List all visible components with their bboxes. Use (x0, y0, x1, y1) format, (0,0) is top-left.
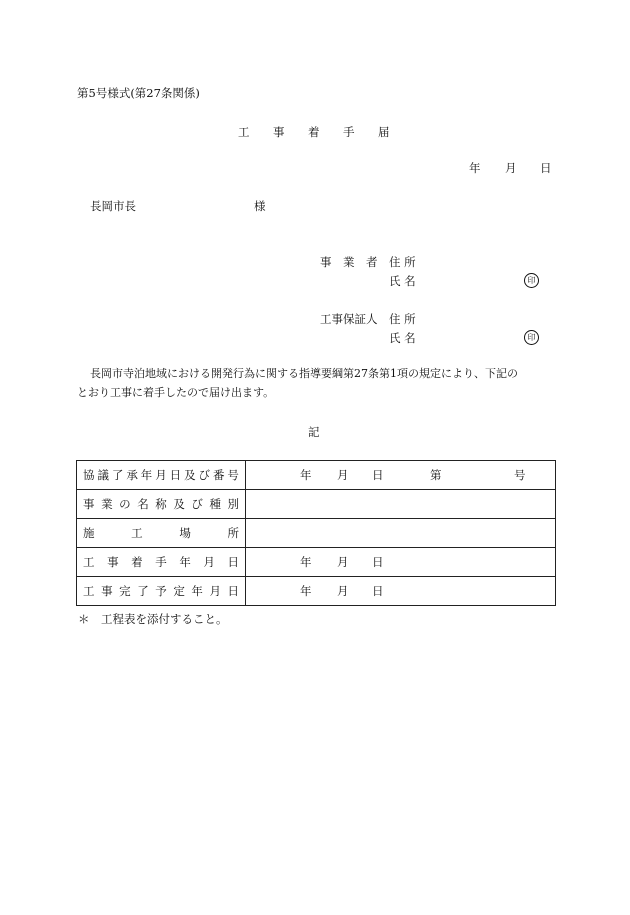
day-char: 日 (372, 584, 384, 598)
title-char: 工 (238, 125, 250, 139)
label-char: 工 (83, 555, 95, 569)
footnote-mark: ＊ (78, 612, 90, 626)
ki-heading: 記 (308, 425, 320, 439)
start-date-value-cell[interactable] (246, 548, 556, 577)
label-char: 及 (173, 497, 185, 511)
label-char: 完 (119, 584, 131, 598)
label-char: 別 (227, 497, 239, 511)
label-char: 所 (227, 526, 239, 540)
dai-char: 第 (430, 468, 442, 482)
table-row (77, 461, 556, 490)
row-label-agreement (77, 461, 246, 490)
agreement-value-cell[interactable] (246, 461, 556, 490)
label-char: 名 (137, 497, 149, 511)
form-number: 第5号様式(第27条関係) (77, 86, 200, 100)
table-row (77, 519, 556, 548)
business-operator-name-label: 氏 名 (389, 274, 416, 288)
row-label-start-date (77, 548, 246, 577)
label-char: 協 (83, 468, 95, 482)
label-char: 日 (227, 584, 239, 598)
construction-site-value-cell[interactable] (246, 519, 556, 548)
day-char: 日 (372, 555, 384, 569)
row-label-construction-site (77, 519, 246, 548)
label-char: 承 (126, 468, 138, 482)
label-char: 日 (169, 468, 182, 482)
row-label-business-name (77, 490, 246, 519)
month-char: 月 (337, 584, 349, 598)
date-day: 日 (540, 161, 552, 175)
label-char: 着 (131, 555, 143, 569)
year-char: 年 (300, 555, 312, 569)
date-month: 月 (505, 161, 517, 175)
label-char: 了 (137, 584, 149, 598)
guarantor-name-label: 氏 名 (389, 331, 416, 345)
label-char: 番 (212, 468, 225, 482)
title-char: 届 (378, 125, 390, 139)
label-char: 場 (179, 526, 191, 540)
label-char: 事 (107, 555, 119, 569)
label-char: 手 (155, 555, 167, 569)
label-char: 種 (209, 497, 221, 511)
month-char: 月 (337, 555, 349, 569)
guarantor-label: 工事保証人 (320, 312, 378, 326)
label-char: び (198, 468, 210, 482)
label-char: 業 (101, 497, 113, 511)
info-table (76, 460, 556, 606)
guarantor-address-label: 住 所 (389, 312, 416, 326)
table-row (77, 490, 556, 519)
month-char: 月 (337, 468, 349, 482)
label-char: 及 (184, 468, 196, 482)
table-row (77, 577, 556, 606)
label-char: 工 (83, 584, 95, 598)
label-char: 月 (155, 468, 167, 482)
label-char: 年 (140, 468, 153, 482)
label-char: 議 (97, 468, 109, 482)
go-char: 号 (514, 468, 526, 482)
label-char: 事 (320, 255, 332, 269)
completion-date-value-cell[interactable] (246, 577, 556, 606)
title-char: 事 (273, 125, 285, 139)
label-char: 号 (227, 468, 239, 482)
label-char: び (191, 497, 203, 511)
label-char: の (119, 497, 131, 511)
label-char: 月 (209, 584, 221, 598)
date-year: 年 (469, 161, 481, 175)
seal-icon: 印 (524, 273, 539, 288)
title-char: 着 (308, 125, 320, 139)
seal-icon: 印 (524, 330, 539, 345)
label-char: 称 (155, 497, 167, 511)
label-char: 事 (101, 584, 113, 598)
body-text-line2: とおり工事に着手したので届け出ます。 (77, 386, 275, 399)
day-char: 日 (372, 468, 384, 482)
label-char: 定 (173, 584, 185, 598)
year-char: 年 (300, 468, 312, 482)
year-char: 年 (300, 584, 312, 598)
label-char: 工 (131, 526, 143, 540)
label-char: 年 (179, 555, 191, 569)
business-name-value-cell[interactable] (246, 490, 556, 519)
row-label-completion-date (77, 577, 246, 606)
title-char: 手 (343, 125, 355, 139)
footnote-text: 工程表を添付すること。 (101, 612, 228, 626)
label-char: 業 (343, 255, 355, 269)
label-char: 了 (111, 468, 124, 482)
label-char: 予 (155, 584, 167, 598)
label-char: 月 (203, 555, 215, 569)
table-row (77, 548, 556, 577)
label-char: 施 (83, 526, 95, 540)
addressee-honorific: 様 (254, 199, 266, 213)
label-char: 日 (227, 555, 239, 569)
label-char: 年 (191, 584, 203, 598)
label-char: 者 (366, 255, 378, 269)
body-text-line1: 長岡市寺泊地域における開発行為に関する指導要綱第27条第1項の規定により、下記の (90, 367, 518, 380)
business-operator-address-label: 住 所 (389, 255, 416, 269)
label-char: 事 (83, 497, 95, 511)
addressee-name: 長岡市長 (90, 199, 136, 213)
